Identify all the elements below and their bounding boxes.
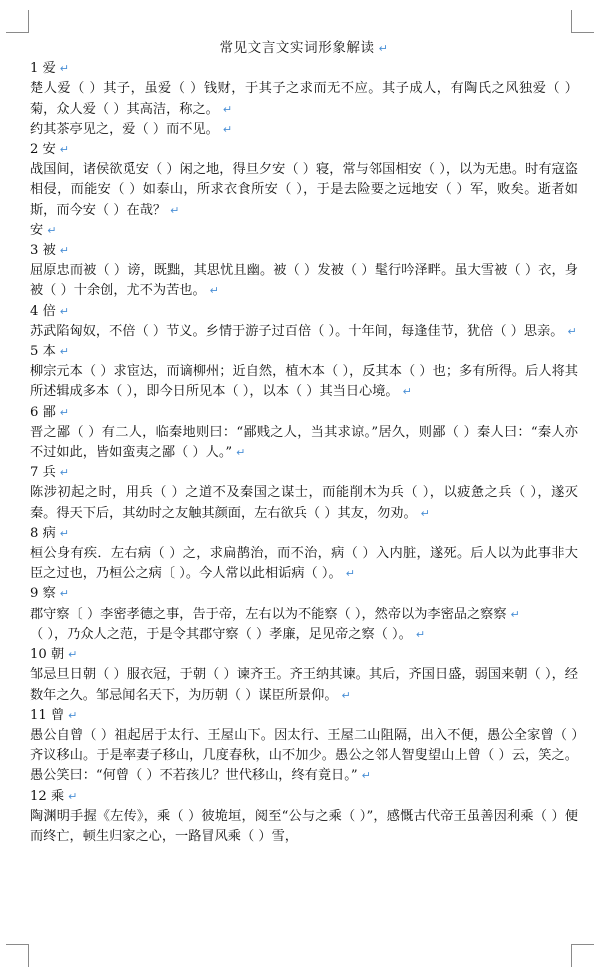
entry-paragraph (30, 423, 578, 463)
entry-heading (30, 403, 578, 423)
entry-paragraph-text: 柳宗元本（ ）求宦达，而谪柳州；近自然，植木本（ ），反其本（ ）也；多有所得。后人将其所述辑成多本（ ），即今日所见本（ ），以本（ ）其当日心境。 (30, 364, 578, 400)
entry-paragraph-text: 晋之鄙（ ）有二人，临秦地则曰：“鄙贱之人，当其求谅。”居久，则鄙（ ）秦人曰：“秦人亦不过如此，皆如蛮夷之鄙（ ）人。” (30, 424, 578, 461)
paragraph-mark-icon: ↵ (222, 122, 233, 136)
page-title (30, 38, 578, 59)
paragraph-mark-icon: ↵ (59, 587, 69, 601)
entry-paragraph (30, 79, 578, 119)
entry-heading (30, 463, 578, 483)
paragraph-mark-icon: ↵ (341, 688, 351, 702)
paragraph-mark-icon: ↵ (361, 769, 371, 783)
entry-paragraph (30, 322, 578, 342)
paragraph-mark-icon: ↵ (59, 526, 69, 540)
paragraph-mark-icon: ↵ (378, 42, 389, 55)
entry-heading (30, 706, 578, 726)
entry-heading-text: 9 察 (30, 586, 56, 602)
entry-paragraph (30, 160, 578, 221)
entry-paragraph-text: 愚公自曾（ ）祖起居于太行、王屋山下。因太行、王屋二山阻隔，出入不便，愚公全家曾（ ）齐议移山。于是率妻子移山，几度春秋，山不加少。愚公之邻人智叟望山上曾（ ）云，笑之。愚公笑曰：“何曾（ ）不若孩儿？世代移山，终有竟日。” (30, 727, 578, 784)
entry-heading-text: 1 爱 (30, 61, 56, 77)
entry-heading (30, 140, 578, 160)
entry-heading (30, 524, 578, 544)
entry-paragraph-text: 郡守察〔 ）李密孝德之事，告于帝，左右以为不能察（ ），然帝以为李密品之察察 (30, 606, 507, 622)
entry-heading (30, 787, 578, 807)
entry-paragraph-text: 约其茶亭见之，爱（ ）而不见。 (30, 121, 219, 137)
entry-paragraph (30, 221, 578, 241)
paragraph-mark-icon: ↵ (420, 506, 430, 520)
paragraph-mark-icon: ↵ (59, 466, 69, 480)
entry-heading-text: 5 本 (30, 344, 56, 360)
entry-paragraph-text: 战国间，诸侯欲觅安（ ）闲之地，得旦夕安（ ）寝，常与邻国相安（ ），以为无患。时有寇盗相侵，而能安（ ）如泰山，所求衣食所安（ ），于是去险要之远地安（ ）军，败矣。逝者如斯，而今安（ ）在哉？ (30, 162, 578, 218)
entry-paragraph (30, 261, 578, 301)
paragraph-mark-icon: ↵ (47, 223, 57, 237)
entry-paragraph (30, 483, 578, 523)
page-title-text: 常见文言文实词形象解读 (219, 40, 375, 56)
entry-paragraph (30, 665, 578, 705)
entry-heading-text: 12 乘 (30, 788, 65, 804)
entry-paragraph-text: （ ），乃众人之范，于是令其郡守察（ ）孝廉，足见帝之察（ ）。 (30, 626, 412, 642)
entry-heading (30, 584, 578, 604)
paragraph-mark-icon: ↵ (59, 244, 69, 258)
paragraph-mark-icon: ↵ (510, 607, 520, 621)
entry-heading (30, 645, 578, 665)
entry-heading-text: 6 鄙 (30, 404, 56, 420)
entry-heading-text: 10 朝 (30, 647, 65, 663)
entry-list (30, 59, 578, 847)
entry-paragraph (30, 120, 578, 140)
entry-paragraph (30, 605, 578, 625)
paragraph-mark-icon: ↵ (59, 304, 69, 318)
paragraph-mark-icon: ↵ (236, 446, 246, 460)
entry-paragraph (30, 625, 578, 645)
entry-heading-text: 3 被 (30, 243, 56, 259)
entry-paragraph-text: 屈原忠而被（ ）谤，既黜，其思忧且幽。被（ ）发被（ ）髦行吟泽畔。虽大雪被（ ）衣，身被（ ）十余创，尤不为苦也。 (30, 263, 578, 299)
entry-heading-text: 2 安 (30, 142, 56, 158)
document-body (30, 38, 578, 847)
entry-heading (30, 59, 578, 79)
entry-heading-text: 4 倍 (30, 303, 56, 319)
entry-heading (30, 342, 578, 362)
entry-paragraph-text: 桓公身有疾．左右病（ ）之，求扁鹊治，而不治，病（ ）入内脏，遂死。后人以为此事非大臣之过也，乃桓公之病〔 ）。今人常以此相诟病（ ）。 (30, 546, 578, 582)
entry-paragraph-text: 陶渊明手握《左传》，乘（ ）彼垝垣，阅至“公与之乘（ ）”，感慨古代帝王虽善因利乘（ ）便而终亡，顿生归家之心，一路冒风乘（ ）雪， (30, 808, 578, 844)
crop-mark-bottom-left (6, 944, 29, 967)
paragraph-mark-icon: ↵ (209, 284, 219, 298)
entry-heading-text: 11 曾 (30, 707, 65, 723)
entry-heading (30, 241, 578, 261)
crop-mark-top-left (6, 10, 29, 33)
entry-paragraph-text: 安 (30, 222, 44, 238)
paragraph-mark-icon: ↵ (345, 567, 355, 581)
paragraph-mark-icon: ↵ (68, 789, 78, 803)
entry-heading-text: 7 兵 (30, 465, 56, 481)
crop-mark-bottom-right (571, 944, 594, 967)
paragraph-mark-icon: ↵ (567, 324, 577, 338)
paragraph-mark-icon: ↵ (170, 203, 180, 217)
paragraph-mark-icon: ↵ (68, 648, 78, 662)
entry-paragraph-text: 楚人爱（ ）其子，虽爱（ ）钱财，于其子之求而无不应。其子成人，有陶氏之风独爱（ ）菊，众人爱（ ）其高洁，称之。 (30, 81, 578, 117)
paragraph-mark-icon: ↵ (415, 627, 426, 641)
paragraph-mark-icon: ↵ (68, 708, 78, 722)
crop-mark-top-right (571, 10, 594, 33)
paragraph-mark-icon: ↵ (59, 62, 69, 76)
entry-heading (30, 302, 578, 322)
paragraph-mark-icon: ↵ (222, 102, 233, 116)
paragraph-mark-icon: ↵ (59, 405, 69, 419)
paragraph-mark-icon: ↵ (402, 385, 412, 399)
entry-paragraph-text: 邹忌旦日朝（ ）服衣冠，于朝（ ）谏齐王。齐王纳其谏。其后，齐国日盛，弱国来朝（ ），经数年之久。邹忌闻名天下，为历朝（ ）谋臣所景仰。 (30, 667, 578, 703)
entry-heading-text: 8 病 (30, 525, 56, 541)
entry-paragraph-text: 陈涉初起之时，用兵（ ）之道不及秦国之谋士，而能削木为兵（ ），以疲惫之兵（ ），遂灭秦。得天下后，其幼时之友触其颜面，左右欲兵（ ）其友，勿劝。 (30, 485, 578, 521)
entry-paragraph (30, 544, 578, 584)
entry-paragraph-text: 苏武陷匈奴，不倍（ ）节义。乡情于游子过百倍（ ）。十年间，每逢佳节，犹倍（ ）思亲。 (30, 323, 564, 339)
paragraph-mark-icon: ↵ (59, 345, 69, 359)
entry-paragraph (30, 807, 578, 847)
paragraph-mark-icon: ↵ (59, 143, 69, 157)
entry-paragraph (30, 362, 578, 402)
entry-paragraph (30, 726, 578, 787)
